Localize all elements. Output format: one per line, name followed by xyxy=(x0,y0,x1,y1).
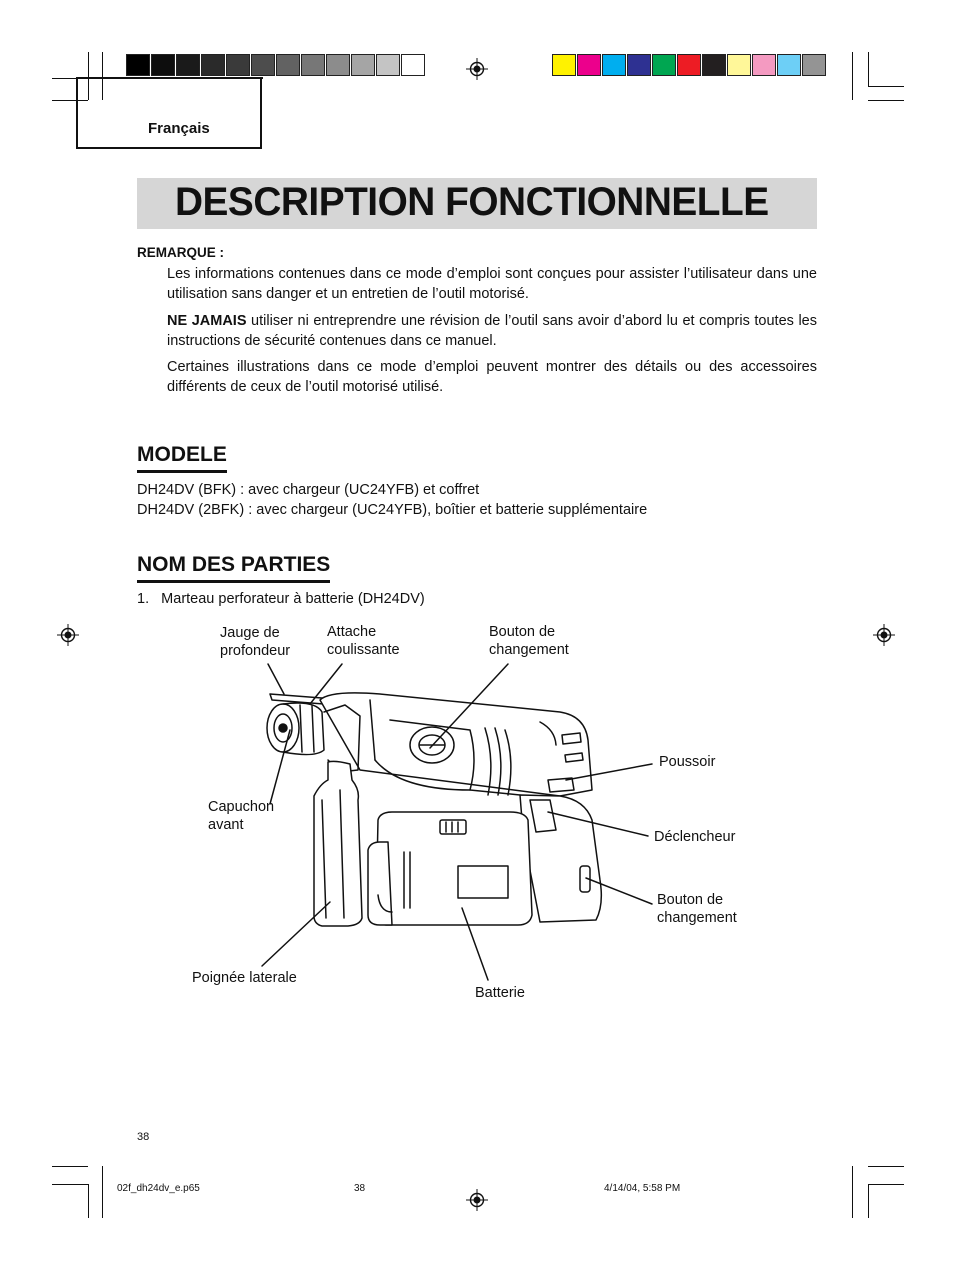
label-change-button-bottom: Bouton de changement xyxy=(657,892,737,926)
label-push-button: Poussoir xyxy=(659,754,716,770)
page-number: 38 xyxy=(137,1131,150,1143)
model-line-1: DH24DV (BFK) : avec chargeur (UC24YFB) et coffret xyxy=(137,482,480,498)
footer-page: 38 xyxy=(354,1183,366,1194)
label-front-cap: Capuchon avant xyxy=(208,799,275,833)
model-line-2: DH24DV (2BFK) : avec chargeur (UC24YFB), boîtier et batterie supplémentaire xyxy=(137,502,648,518)
label-depth-gauge: Jauge de profondeur xyxy=(220,625,291,659)
language-label: Français xyxy=(148,120,210,137)
label-slide-attachment: Attache coulissante xyxy=(327,624,400,658)
label-side-handle: Poignée laterale xyxy=(192,970,297,986)
label-trigger: Déclencheur xyxy=(654,829,736,845)
footer-filename: 02f_dh24dv_e.p65 xyxy=(117,1183,200,1194)
label-change-button-top: Bouton de changement xyxy=(489,624,569,658)
label-battery: Batterie xyxy=(475,985,525,1001)
notice-emphasis: NE JAMAIS xyxy=(167,313,247,329)
model-heading: MODELE xyxy=(137,443,227,473)
notice-paragraph-2-text: utiliser ni entreprendre une révision de l’outil sans avoir d’abord lu et compris toutes les instructions de sécurité contenues dans ce manuel. xyxy=(167,313,817,349)
notice-paragraph-1: Les informations contenues dans ce mode d’emploi sont conçues pour assister l’utilisateur dans une utilisation sans danger et un entretien de l’outil motorisé. xyxy=(167,266,817,302)
footer-timestamp: 4/14/04, 5:58 PM xyxy=(604,1183,681,1194)
page-title: DESCRIPTION FONCTIONNELLE xyxy=(175,180,769,224)
parts-heading: NOM DES PARTIES xyxy=(137,553,330,583)
notice-paragraph-3: Certaines illustrations dans ce mode d’emploi peuvent montrer des détails ou des accessoires différents de ceux de l’outil motorisé utilisé. xyxy=(167,359,817,395)
notice-label: REMARQUE : xyxy=(137,245,224,260)
parts-item-1: 1. Marteau perforateur à batterie (DH24DV) xyxy=(137,591,425,607)
